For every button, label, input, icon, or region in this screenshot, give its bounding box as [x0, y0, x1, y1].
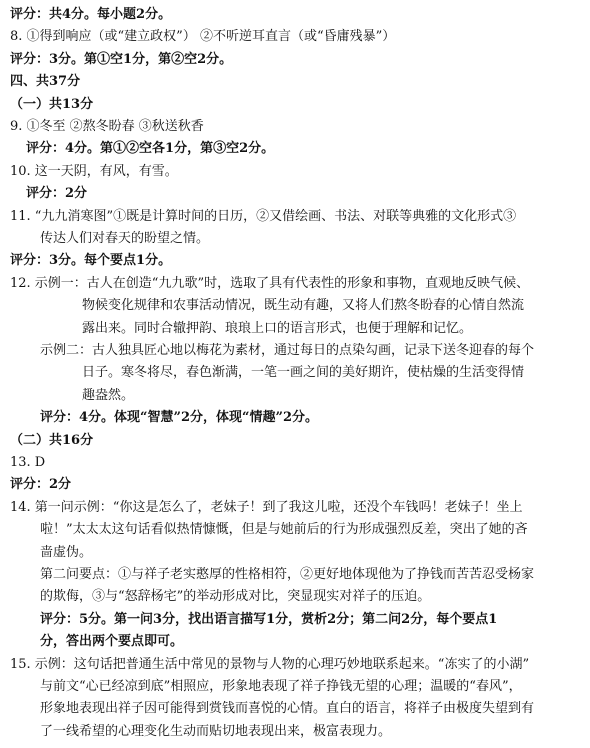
answer-line: 14. 第一问示例：“你这是怎么了，老妹子！到了我这儿啦，还没个车钱吗！老妹子！坐上 [10, 499, 523, 515]
scoring-line: 评分：4分。第①②空各1分，第③空2分。 [26, 141, 275, 157]
scoring-line: 分，答出两个要点即可。 [40, 634, 184, 650]
answer-line: 9. ①冬至 ②熬冬盼春 ③秋送秋香 [10, 119, 204, 134]
answer-line: 传达人们对春天的盼望之情。 [40, 231, 210, 246]
answer-line: 趣盎然。 [82, 387, 135, 403]
answer-line: 10. 这一天阴，有风，有雪。 [10, 163, 178, 179]
scoring-line: 评分：共4分。每小题2分。 [10, 7, 172, 22]
answer-line: 形象地表现出祥子因可能得到赏钱而喜悦的心情。直白的语言，将祥子由极度失望到有 [40, 701, 535, 717]
answer-line: 物候变化规律和农事活动情况，既生动有趣，又将人们熬冬盼春的心情自然流 [82, 298, 525, 314]
answer-line: 日子。寒冬将尽，春色渐满，一笔一画之间的美好期许，使枯燥的生活变得情 [82, 365, 525, 381]
scoring-line: 评分：3分。第①空1分，第②空2分。 [10, 51, 233, 67]
answer-line: 露出来。同时合辙押韵、琅琅上口的语言形式，也便于理解和记忆。 [82, 320, 473, 336]
answer-line: 示例二：古人独具匠心地以梅花为素材，通过每日的点染勾画，记录下送冬迎春的每个 [40, 343, 535, 358]
answer-line: 15. 示例：这句话把普通生活中常见的景物与人物的心理巧妙地联系起来。“冻实了的小湖” [10, 656, 530, 672]
answer-line: 8. ①得到响应（或“建立政权”） ②不听逆耳直言（或“昏庸残暴”） [10, 29, 396, 45]
scoring-line: 评分：2分 [10, 477, 72, 493]
answer-line: 了一线希望的心理变化生动而贴切地表现出来，极富表现力。 [40, 723, 392, 739]
scoring-line: 评分：3分。每个要点1分。 [10, 253, 172, 269]
answer-line: 的欺侮，③与“怒辞杨宅”的举动形成对比，突显现实对祥子的压迫。 [40, 589, 431, 605]
scoring-line: 评分：5分。第一问3分，找出语言描写1分，赏析2分；第二问2分，每个要点1 [40, 611, 498, 627]
scoring-line: 评分：4分。体现“智慧”2分，体现“情趣”2分。 [40, 410, 319, 426]
answer-line: 第二问要点：①与祥子老实憨厚的性格相符，②更好地体现他为了挣钱而苦苦忍受杨家 [40, 567, 535, 582]
answer-line: 13. D [10, 455, 46, 470]
scoring-line: 四、共37分 [10, 74, 81, 90]
scoring-line: 评分：2分 [26, 186, 88, 202]
answer-line: 12. 示例一：古人在创造“九九歌”时，选取了具有代表性的形象和事物，直观地反映气候、 [10, 275, 530, 291]
scoring-line: （一）共13分 [10, 96, 94, 112]
answer-line: 啬虚伪。 [40, 544, 93, 560]
scoring-line: （二）共16分 [10, 432, 94, 448]
answer-line: 啦！”太太太这句话看似热情慷慨，但是与她前后的行为形成强烈反差，突出了她的吝 [40, 522, 528, 538]
answer-line: 11. “九九消寒图”①既是计算时间的日历，②又借绘画、书法、对联等典雅的文化形式③ [10, 208, 517, 224]
answer-line: 与前文“心已经凉到底”相照应，形象地表现了祥子挣钱无望的心理；温暖的“春风”， [40, 679, 522, 694]
